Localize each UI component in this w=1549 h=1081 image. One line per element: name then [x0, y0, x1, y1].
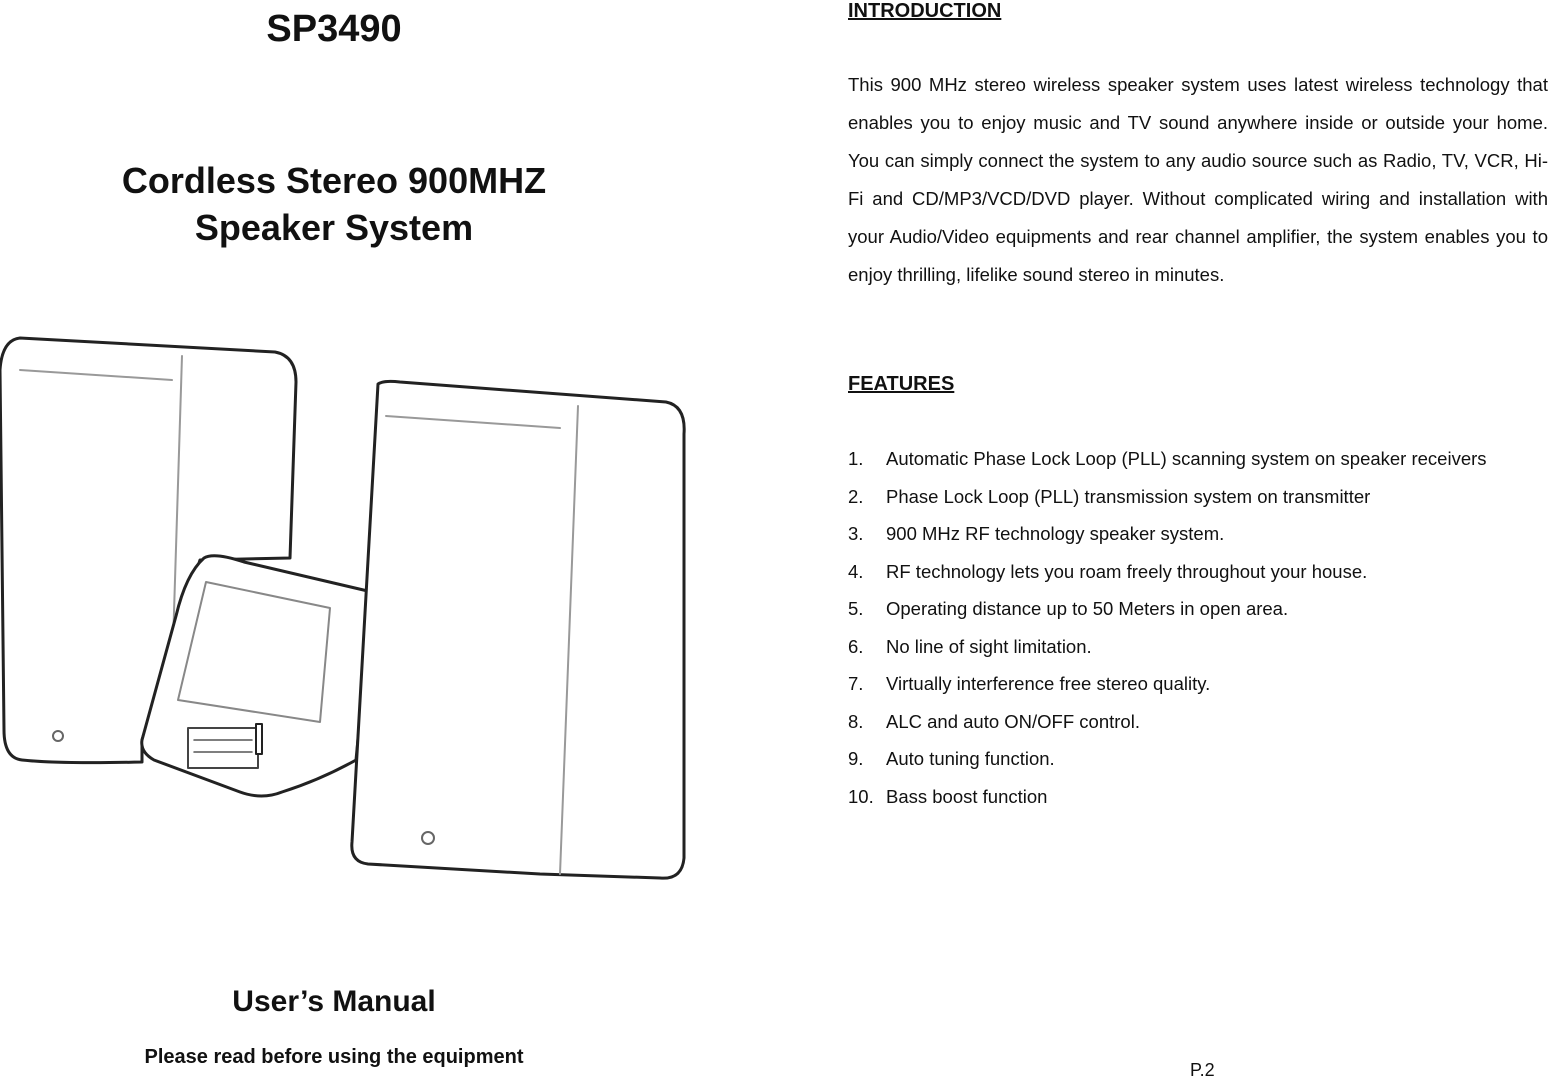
page-number: P.2	[1190, 1060, 1215, 1080]
feature-number: 9.	[848, 748, 864, 769]
list-item	[848, 703, 1548, 741]
list-item	[848, 553, 1548, 591]
feature-text: Virtually interference free stereo quality.	[886, 673, 1211, 694]
feature-number: 6.	[848, 635, 864, 657]
content-page	[848, 0, 1548, 1077]
list-item	[848, 515, 1548, 553]
list-item	[848, 590, 1548, 628]
cover-page	[0, 0, 668, 1077]
feature-text: Auto tuning function.	[886, 748, 1055, 769]
feature-text: Bass boost function	[886, 785, 1048, 807]
model-number: SP3490	[266, 8, 402, 50]
feature-number: 5.	[848, 598, 864, 619]
feature-number: 4.	[848, 560, 864, 582]
features-heading: FEATURES	[848, 373, 955, 395]
right-speaker-image	[352, 381, 684, 878]
introduction-heading: INTRODUCTION	[848, 0, 1002, 22]
feature-text: No line of sight limitation.	[886, 635, 1092, 657]
feature-text: Operating distance up to 50 Meters in open area.	[886, 598, 1289, 619]
feature-number: 7.	[848, 673, 864, 694]
list-item	[848, 440, 1548, 478]
list-item	[848, 628, 1548, 666]
feature-number: 8.	[848, 710, 864, 732]
feature-text: Phase Lock Loop (PLL) transmission system on transmitter	[886, 485, 1371, 507]
list-item	[848, 740, 1548, 778]
list-item	[848, 478, 1548, 516]
feature-number: 10.	[848, 785, 874, 807]
feature-text: 900 MHz RF technology speaker system.	[886, 523, 1225, 544]
feature-number: 1.	[848, 448, 864, 469]
list-item	[848, 665, 1548, 703]
feature-text: RF technology lets you roam freely throughout your house.	[886, 560, 1368, 582]
speaker-system-illustration	[0, 330, 700, 890]
product-title-line2: Speaker System	[194, 207, 474, 248]
features-list	[848, 440, 1548, 815]
product-title-line1: Cordless Stereo 900MHZ	[121, 160, 547, 201]
feature-text: ALC and auto ON/OFF control.	[886, 710, 1140, 732]
product-title	[0, 157, 668, 251]
introduction-text: This 900 MHz stereo wireless speaker system uses latest wireless technology that enables you to enjoy music and TV sound anywhere inside or outside your home. You can simply connect the system to any audio source such as Radio, TV, VCR, Hi-Fi and CD/MP3/VCD/DVD player. Without complicated wiring and installation with your Audio/Video equipments and rear channel amplifier, the system enables you to enjoy thrilling, lifelike sound stereo in minutes.	[848, 74, 1548, 285]
feature-text: Automatic Phase Lock Loop (PLL) scanning system on speaker receivers	[886, 448, 1487, 469]
list-item	[848, 778, 1548, 816]
usage-notice: Please read before using the equipment	[144, 1046, 524, 1068]
feature-number: 3.	[848, 523, 864, 544]
manual-title: User’s Manual	[232, 985, 436, 1018]
feature-number: 2.	[848, 485, 864, 507]
